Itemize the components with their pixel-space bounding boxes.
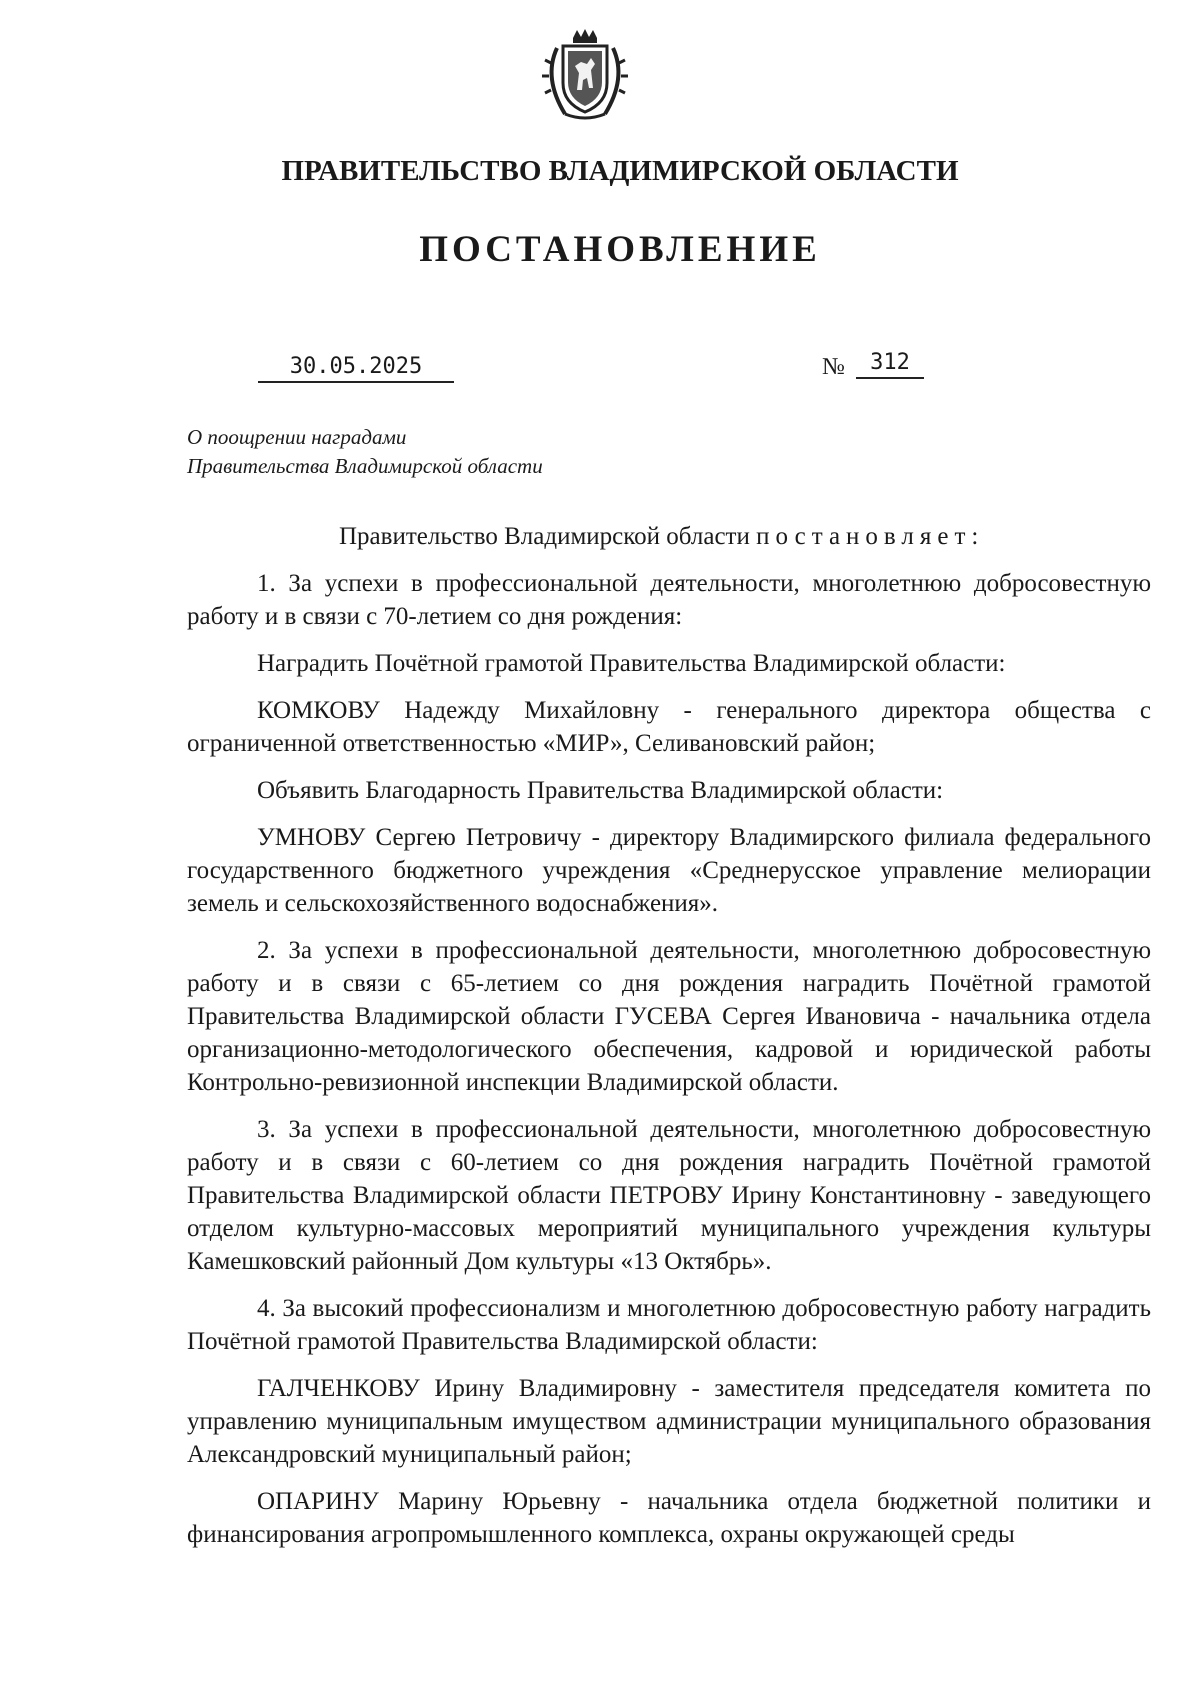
paragraph-2: 2. За успехи в профессиональной деятельности, многолетнюю добросовестную работу и в связи с 65-летием со дня рождения наградить Почётной грамотой Правительства Владимирской области ГУСЕВА Сергея Ивановича - начальника отдела организационно-методологического обеспечения, кадровой и юридической работы Контрольно-ревизионной инспекции Владимирской области. <box>187 937 1151 1096</box>
document-date: 30.05.2025 <box>258 354 454 383</box>
intro-decree-word: постановляет: <box>756 523 985 550</box>
paragraph-gratitude-heading: Объявить Благодарность Правительства Владимирской области: <box>257 777 944 804</box>
intro-prefix: Правительство Владимирской области <box>339 523 750 550</box>
number-sign: № <box>822 354 845 380</box>
paragraph-awardee-umnov: УМНОВУ Сергею Петровичу - директору Владимирского филиала федерального государственного бюджетного учреждения «Среднерусское управление мелиорации земель и сельскохозяйственного водоснабжения». <box>187 824 1151 917</box>
coat-of-arms-icon <box>535 28 635 123</box>
paragraph-4: 4. За высокий профессионализм и многолетнюю добросовестную работу наградить Почётной грамотой Правительства Владимирской области: <box>187 1295 1151 1355</box>
paragraph-awardee-komkova: КОМКОВУ Надежду Михайловну - генерального директора общества с ограниченной ответственностью «МИР», Селивановский район; <box>187 697 1151 757</box>
intro-paragraph <box>187 520 1151 553</box>
document-body <box>187 520 1151 1551</box>
document-number: 312 <box>856 350 924 379</box>
subject-line-1: О поощрении наградами <box>187 425 407 449</box>
paragraph-awardee-galchenkova: ГАЛЧЕНКОВУ Ирину Владимировну - заместителя председателя комитета по управлению муниципальным имуществом администрации муниципального образования Александровский муниципальный район; <box>187 1375 1151 1468</box>
government-title: ПРАВИТЕЛЬСТВО ВЛАДИМИРСКОЙ ОБЛАСТИ <box>281 155 959 187</box>
paragraph-awardee-oparina: ОПАРИНУ Марину Юрьевну - начальника отдела бюджетной политики и финансирования агропромышленного комплекса, охраны окружающей среды <box>187 1488 1151 1548</box>
paragraph-3: 3. За успехи в профессиональной деятельности, многолетнюю добросовестную работу и в связи с 60-летием со дня рождения наградить Почётной грамотой Правительства Владимирской области ПЕТРОВУ Ирину Константиновну - заведующего отделом культурно-массовых мероприятий муниципального учреждения культуры Камешковский районный Дом культуры «13 Октябрь». <box>187 1116 1151 1275</box>
paragraph-1: 1. За успехи в профессиональной деятельности, многолетнюю добросовестную работу и в связи с 70-летием со дня рождения: <box>187 570 1151 630</box>
document-subject <box>187 423 543 481</box>
subject-line-2: Правительства Владимирской области <box>187 454 543 478</box>
paragraph-award-heading-1: Наградить Почётной грамотой Правительства Владимирской области: <box>257 650 1006 677</box>
document-type-title: ПОСТАНОВЛЕНИЕ <box>419 229 821 270</box>
